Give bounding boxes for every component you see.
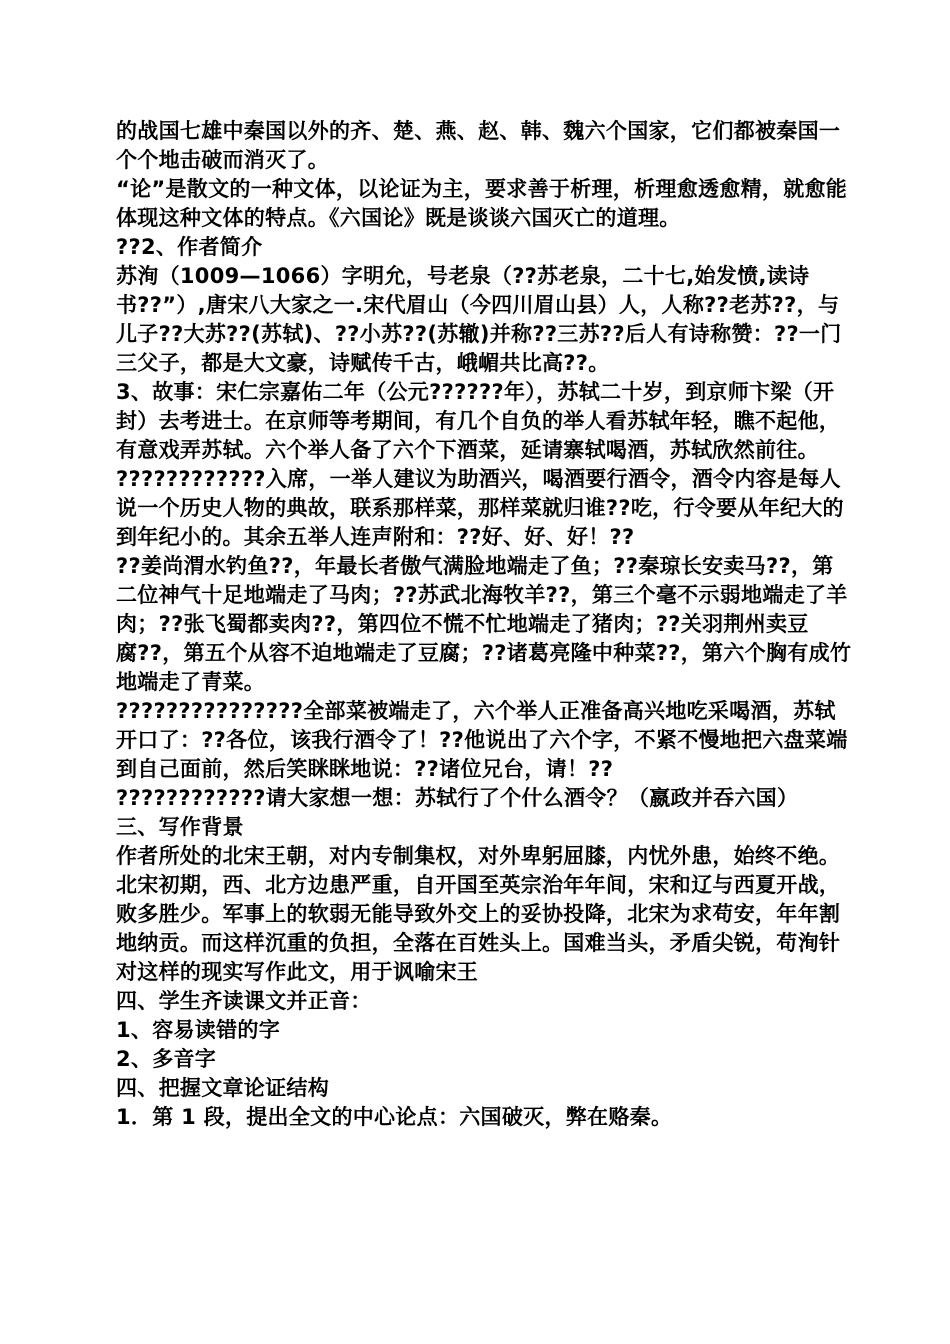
paragraph-intro: 的战国七雄中秦国以外的齐、楚、燕、赵、韩、魏六个国家，它们都被秦国一个个地击破而消灭了。 [116, 119, 841, 172]
list-item-central-thesis: 1．第 1 段，提出全文的中心论点：六国破灭，弊在赂秦。 [116, 1105, 673, 1129]
heading-reading-aloud: 四、学生齐读课文并正音： [116, 989, 372, 1013]
paragraph-story-drinking-game: ????????????入席，一举人建议为助酒兴，喝酒要行酒令，酒令内容是每人说一个历史人物的典故，联系那样菜，那样菜就归谁??吃，行令要从年纪大的到年纪小的。其余五举人连声附和：??好、好、好！?? [116, 467, 844, 549]
document-body [116, 117, 852, 1132]
paragraph-story-dishes: ??姜尚渭水钓鱼??，年最长者傲气满脸地端走了鱼；??秦琼长安卖马??，第二位神气十足地端走了马肉；??苏武北海牧羊??，第三个毫不示弱地端走了羊肉；??张飞蜀都卖肉??，第四位不慌不忙地端走了猪肉；??关羽荆州卖豆腐??，第五个从容不迫地端走了豆腐；??诸葛亮隆中种菜??，第六个胸有成竹地端走了青菜。 [116, 554, 852, 694]
heading-writing-background: 三、写作背景 [116, 815, 244, 839]
paragraph-story-setup: 3、故事：宋仁宗嘉佑二年（公元??????年），苏轼二十岁，到京师卞梁（开封）去考进士。在京师等考期间，有几个自负的举人看苏轼年轻，瞧不起他，有意戏弄苏轼。六个举人备了六个下酒菜，延请寨轼喝酒，苏轼欣然前往。 [116, 380, 841, 462]
paragraph-writing-background: 作者所处的北宋王朝，对内专制集权，对外卑躬屈膝，内忧外患，始终不绝。北宋初期，西、北方边患严重，自开国至英宗治年年间，宋和辽与西夏开战，败多胜少。军事上的软弱无能导致外交上的妥协投降，北宋为求苟安，年年割地纳贡。而这样沉重的负担，全落在百姓头上。国难当头，矛盾尖锐，苟洵针对这样的现实写作此文，用于讽喻宋王 [116, 844, 841, 984]
paragraph-lun-definition: “论”是散文的一种文体，以论证为主，要求善于析理，析理愈透愈精，就愈能体现这种文体的特点。《六国论》既是谈谈六国灭亡的道理。 [116, 177, 848, 230]
list-item-misread-characters: 1、容易读错的字 [116, 1018, 281, 1042]
heading-author-intro: ??2、作者简介 [116, 235, 263, 259]
paragraph-story-question: ????????????请大家想一想：苏轼行了个什么酒令？（嬴政并吞六国） [116, 786, 799, 810]
paragraph-author-bio: 苏洵（1009—1066）字明允，号老泉（??苏老泉，二十七,始发愤,读诗书??”）,唐宋八大家之一.宋代眉山（今四川眉山县）人，人称??老苏??，与儿子??大苏??(苏轼)、??小苏??(苏辙)并称??三苏??后人有诗称赞：??一门三父子，都是大文豪，诗赋传千古，峨嵋共比高??。 [116, 264, 842, 375]
list-item-polyphonic-characters: 2、多音字 [116, 1047, 217, 1071]
paragraph-story-su-shi-turn: ???????????????全部菜被端走了，六个举人正准备高兴地吃采喝酒，苏轼开口了：??各位，该我行酒令了！??他说出了六个字，不紧不慢地把六盘菜端到自己面前，然后笑眯眯地说：??诸位兄台，请！?? [116, 699, 848, 781]
heading-argument-structure: 四、把握文章论证结构 [116, 1076, 329, 1100]
